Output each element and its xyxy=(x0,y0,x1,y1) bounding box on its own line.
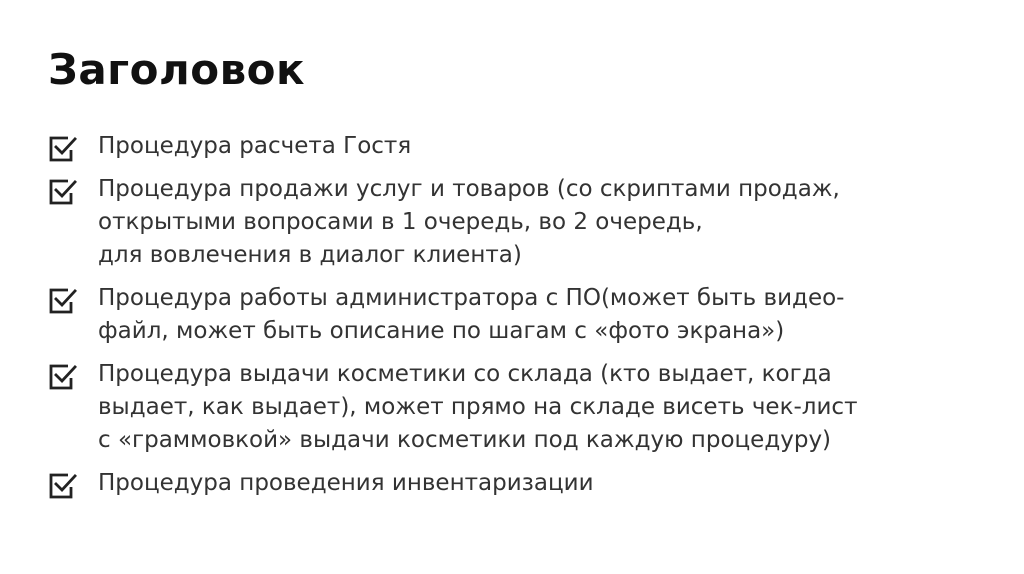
checklist-item-text: Процедура расчета Гостя xyxy=(98,133,412,159)
checklist-item xyxy=(48,130,988,163)
checklist-item xyxy=(48,282,988,348)
checklist-item xyxy=(48,358,988,457)
slide-title: Заголовок xyxy=(48,45,306,94)
checklist-item xyxy=(48,173,988,272)
checkbox-checked-icon xyxy=(48,472,78,500)
checklist-item xyxy=(48,467,988,500)
checklist-item-text: Процедура продажи услуг и товаров (со скриптами продаж, открытыми вопросами в 1 очередь, во 2 очередь, для вовлечения в диалог клиента) xyxy=(98,176,840,268)
checklist xyxy=(48,130,988,510)
checkbox-checked-icon xyxy=(48,178,78,206)
checkbox-checked-icon xyxy=(48,363,78,391)
checkbox-checked-icon xyxy=(48,135,78,163)
checklist-item-text: Процедура выдачи косметики со склада (кто выдает, когда выдает, как выдает), может прямо на складе висеть чек-лист с «граммовкой» выдачи косметики под каждую процедуру) xyxy=(98,361,858,453)
checklist-item-text: Процедура проведения инвентаризации xyxy=(98,470,594,496)
checkbox-checked-icon xyxy=(48,287,78,315)
checklist-item-text: Процедура работы администратора с ПО(может быть видео- файл, может быть описание по шагам с «фото экрана») xyxy=(98,285,845,344)
